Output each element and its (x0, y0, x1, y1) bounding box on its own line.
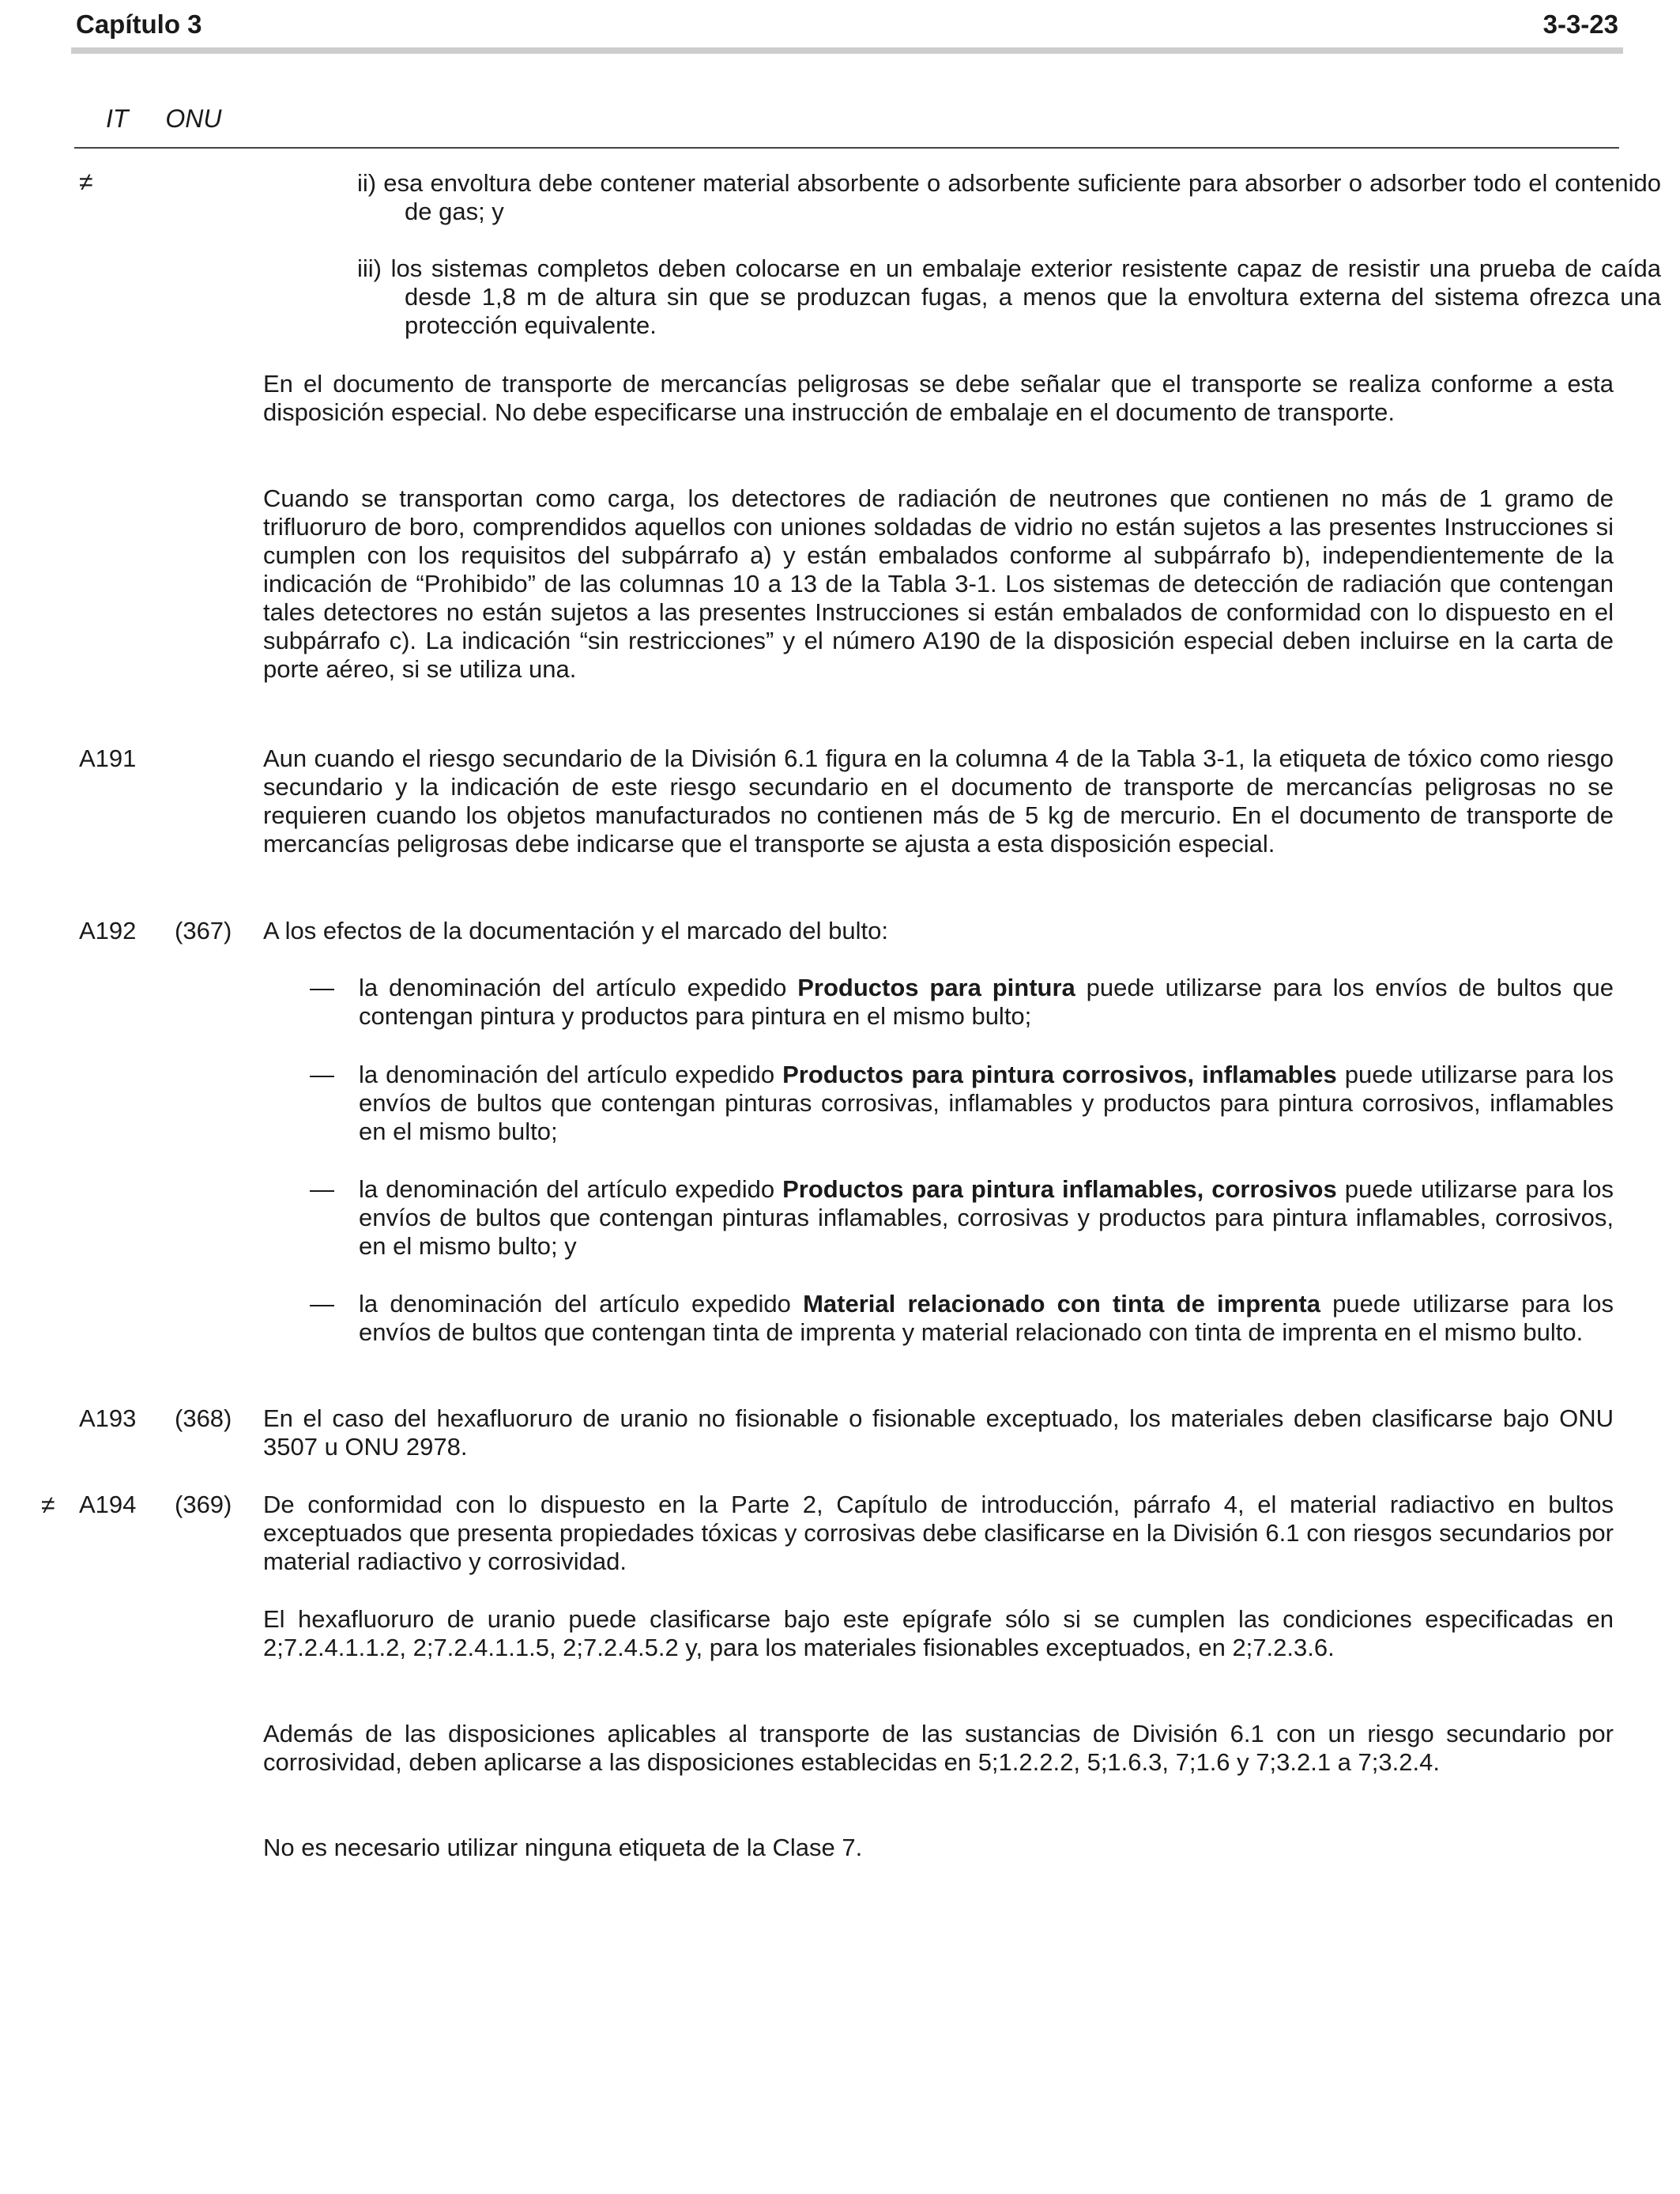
dash-bullet: — (310, 1290, 334, 1318)
shipping-name-bold: Material relacionado con tinta de imprenta (803, 1290, 1320, 1318)
entry-a192-intro: A los efectos de la documentación y el marcado del bulto: (263, 917, 888, 944)
page-header (73, 6, 1622, 43)
entry-a193-text: En el caso del hexafluoruro de uranio no fisionable o fisionable exceptuado, los materiales deben clasificarse bajo ONU 3507 u ONU 2978. (263, 1404, 1614, 1461)
dash-bullet: — (310, 1175, 334, 1203)
entry-a194-paragraph-4: No es necesario utilizar ninguna etiqueta de la Clase 7. (263, 1834, 863, 1861)
dash-bullet: — (310, 974, 334, 1001)
header-rule (71, 47, 1623, 54)
column-heading-it: IT (106, 104, 129, 133)
entry-a194-paragraph-2: El hexafluoruro de uranio puede clasificarse bajo este epígrafe sólo si se cumplen las condiciones especificadas en 2;7.2.4.1.1.2, 2;7.2.4.1.1.5, 2;7.2.4.5.2 y, para los materiales fisionables exceptuados, en 2;7.2.3.6. (263, 1605, 1614, 1661)
column-heading-rule (74, 147, 1619, 149)
column-heading-onu: ONU (165, 104, 222, 133)
list-item: la denominación del artículo expedido Productos para pintura inflamables, corrosivos puede utilizarse para los envíos de bultos que contengan pinturas inflamables, corrosivas y productos para pintura inflamables, corrosivos, en el mismo bulto; y (359, 1175, 1614, 1260)
list-item: la denominación del artículo expedido Productos para pintura puede utilizarse para los envíos de bultos que contengan pintura y productos para pintura en el mismo bulto; (359, 974, 1614, 1030)
change-mark: ≠ (41, 1491, 55, 1519)
subparagraph-ii: ii) esa envoltura debe contener material absorbente o adsorbente suficiente para absorber o adsorber todo el contenido de gas; y (357, 169, 1661, 225)
change-mark: ≠ (79, 168, 93, 196)
entry-code-a194: A194 (79, 1491, 137, 1518)
dash-bullet: — (310, 1061, 334, 1088)
entry-a194-paragraph-3: Además de las disposiciones aplicables al transporte de las sustancias de División 6.1 con un riesgo secundario por corrosividad, deben aplicarse a las disposiciones establecidas en 5;1.2.2.2, 5;1.6.3, 7;1.6 y 7;3.2.1 a 7;3.2.4. (263, 1720, 1614, 1776)
list-item: la denominación del artículo expedido Material relacionado con tinta de imprenta puede utilizarse para los envíos de bultos que contengan tinta de imprenta y material relacionado con tinta de imprenta en el mismo bulto. (359, 1290, 1614, 1346)
entry-code-a193: A193 (79, 1404, 137, 1432)
subparagraph-iii: iii) los sistemas completos deben colocarse en un embalaje exterior resistente capaz de resistir una prueba de caída desde 1,8 m de altura sin que se produzcan fugas, a menos que la envoltura externa del sistema ofrezca una protección equivalente. (357, 254, 1661, 339)
page-number: 3-3-23 (1543, 9, 1618, 39)
entry-code-a191: A191 (79, 745, 137, 772)
paragraph-transport-document: En el documento de transporte de mercancías peligrosas se debe señalar que el transporte se realiza conforme a esta disposición especial. No debe especificarse una instrucción de embalaje en el documento de transporte. (263, 370, 1614, 426)
entry-code-a192: A192 (79, 917, 137, 944)
chapter-title: Capítulo 3 (76, 9, 202, 39)
un-number-a192: (367) (175, 917, 232, 944)
column-headings (106, 104, 221, 134)
un-number-a194: (369) (175, 1491, 232, 1518)
un-number-a193: (368) (175, 1404, 232, 1432)
entry-a191-text: Aun cuando el riesgo secundario de la División 6.1 figura en la columna 4 de la Tabla 3-1, la etiqueta de tóxico como riesgo secundario y la indicación de este riesgo secundario en el documento de transporte de mercancías peligrosas no se requieren cuando los objetos manufacturados no contienen más de 5 kg de mercurio. En el documento de transporte de mercancías peligrosas debe indicarse que el transporte se ajusta a esta disposición especial. (263, 745, 1614, 858)
paragraph-neutron-detectors: Cuando se transportan como carga, los detectores de radiación de neutrones que contienen no más de 1 gramo de trifluoruro de boro, comprendidos aquellos con uniones soldadas de vidrio no están sujetos a las presentes Instrucciones si cumplen con los requisitos del subpárrafo a) y están embalados conforme al subpárrafo b), independientemente de la indicación de “Prohibido” de las columnas 10 a 13 de la Tabla 3-1. Los sistemas de detección de radiación que contengan tales detectores no están sujetos a las presentes Instrucciones si están embalados de conformidad con lo dispuesto en el subpárrafo c). La indicación “sin restricciones” y el número A190 de la disposición especial deben incluirse en la carta de porte aéreo, si se utiliza una. (263, 484, 1614, 683)
shipping-name-bold: Productos para pintura corrosivos, inflamables (782, 1061, 1337, 1088)
shipping-name-bold: Productos para pintura (797, 974, 1075, 1001)
shipping-name-bold: Productos para pintura inflamables, corrosivos (782, 1175, 1337, 1203)
entry-a194-paragraph-1: De conformidad con lo dispuesto en la Parte 2, Capítulo de introducción, párrafo 4, el material radiactivo en bultos exceptuados que presenta propiedades tóxicas y corrosivas debe clasificarse en la División 6.1 con riesgos secundarios por material radiactivo y corrosividad. (263, 1491, 1614, 1575)
list-item: la denominación del artículo expedido Productos para pintura corrosivos, inflamables puede utilizarse para los envíos de bultos que contengan pinturas corrosivas, inflamables y productos para pintura corrosivos, inflamables en el mismo bulto; (359, 1061, 1614, 1145)
